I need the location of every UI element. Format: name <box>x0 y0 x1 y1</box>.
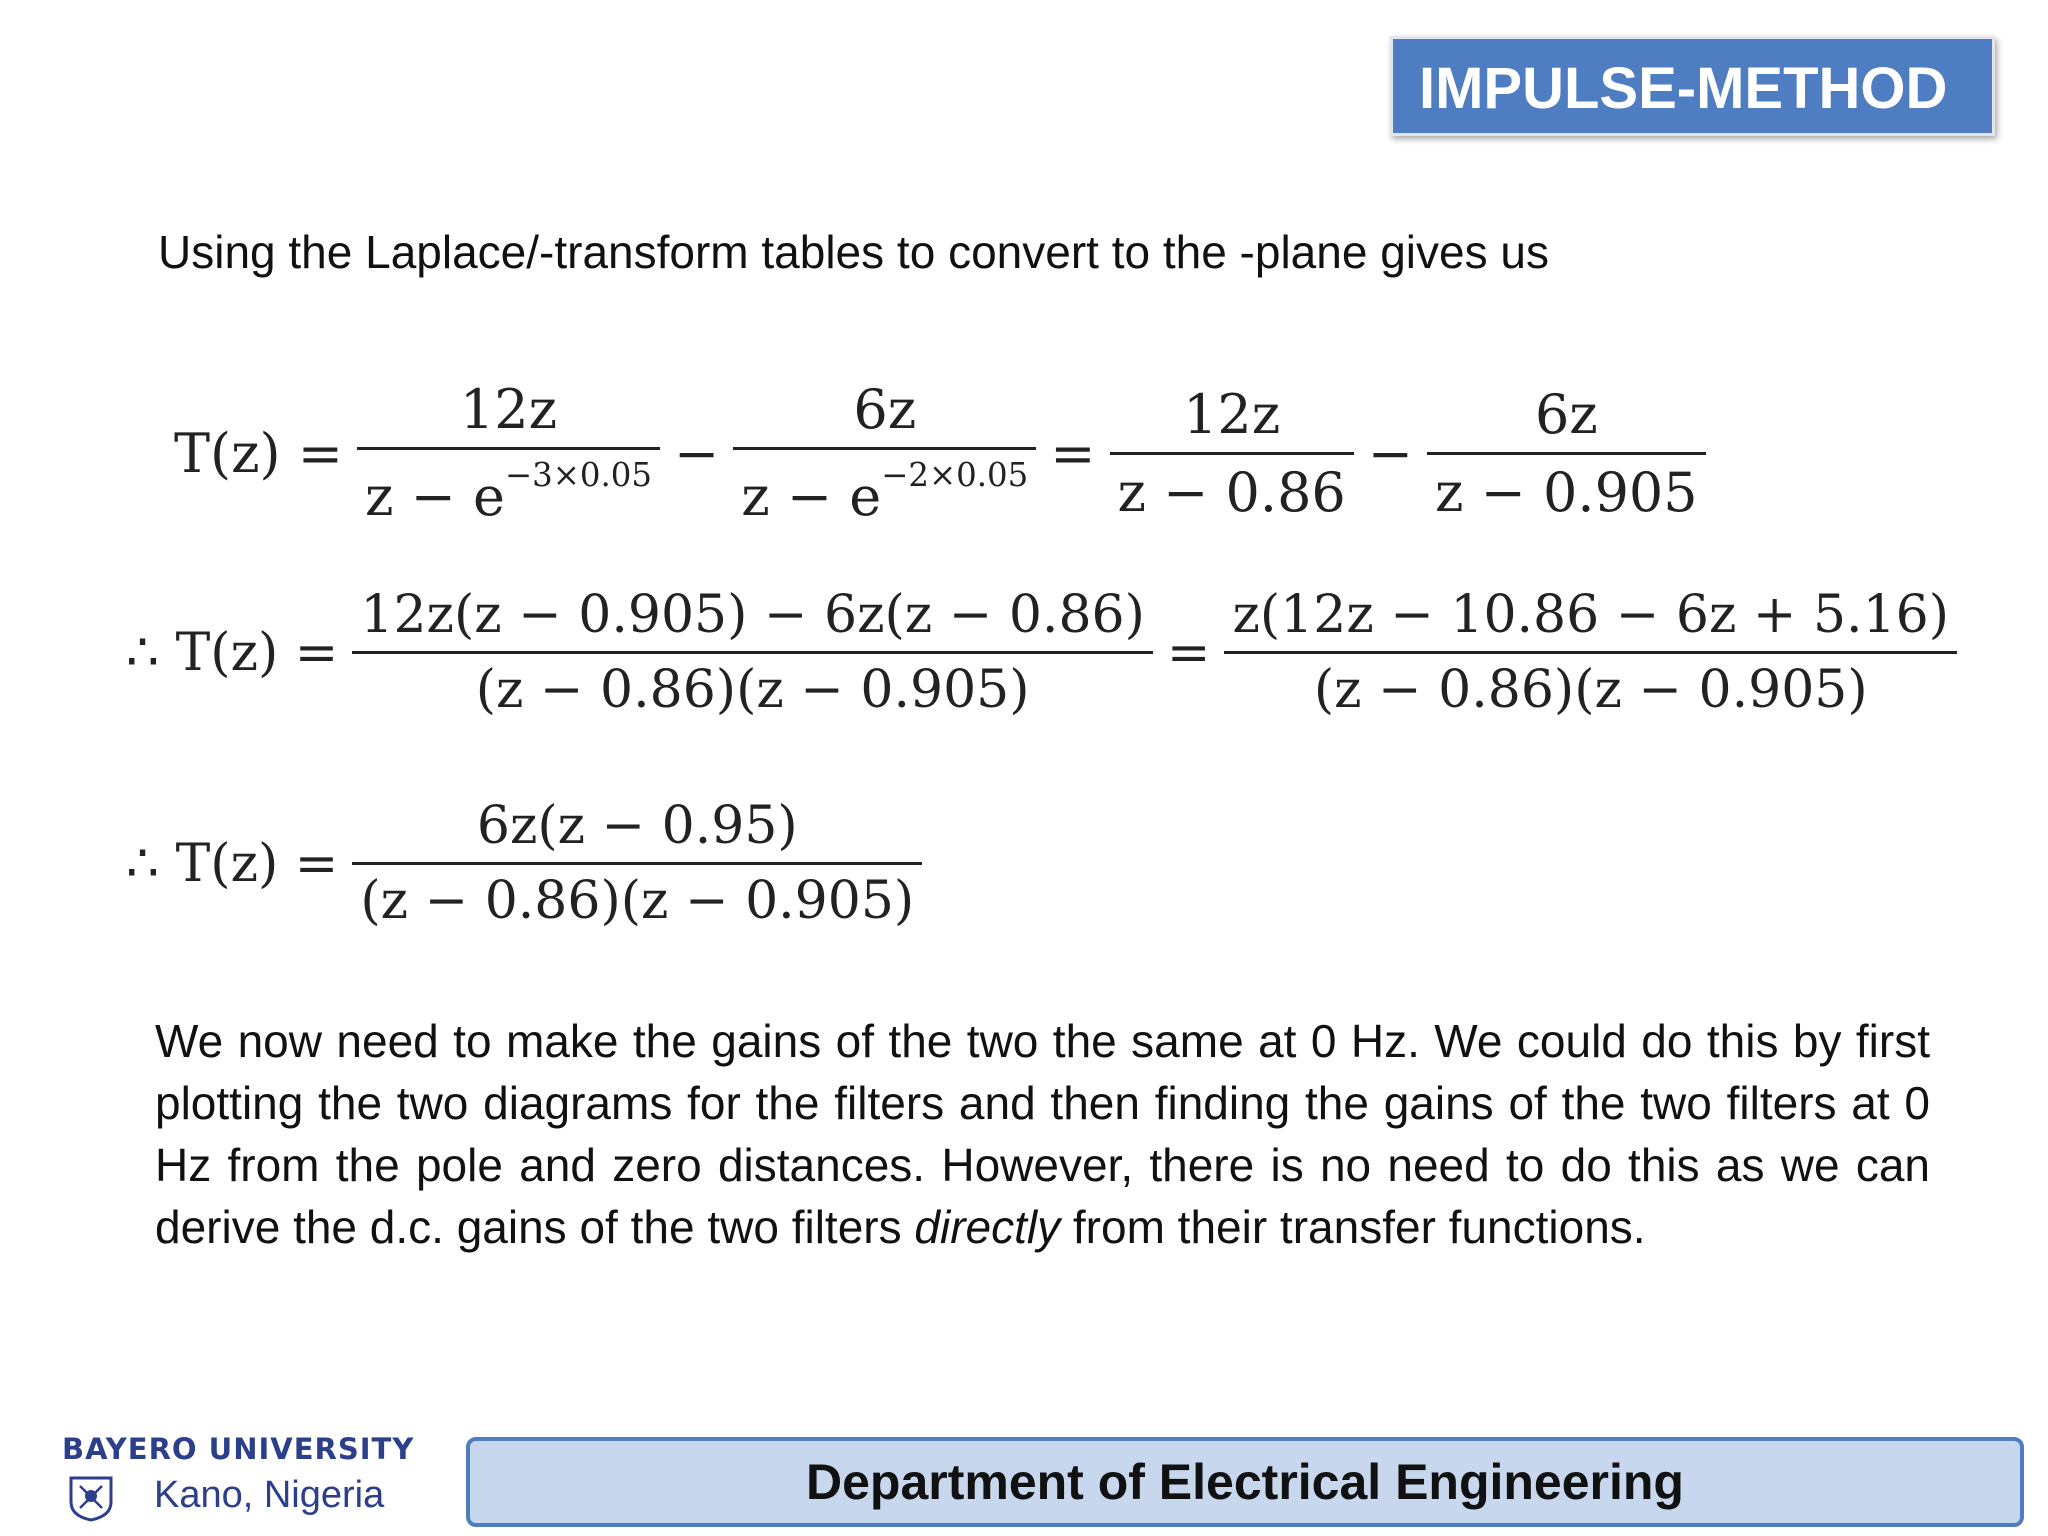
eq1-fraction-1 <box>357 378 660 528</box>
eq2-f2-denominator: (z − 0.86)(z − 0.905) <box>1313 660 1868 720</box>
slide-title: IMPULSE-METHOD <box>1390 36 1995 136</box>
eq1-f2-den-base: z − e <box>741 465 882 529</box>
eq1-lhs: T(z) = <box>174 421 344 485</box>
crest-icon <box>66 1472 116 1522</box>
eq3-lhs: ∴ T(z) = <box>126 833 339 894</box>
eq3-f1-numerator: 6z(z − 0.95) <box>476 796 798 856</box>
fraction-bar <box>1110 452 1354 455</box>
eq1-f3-numerator: 12z <box>1183 382 1281 446</box>
eq1-f2-denominator <box>733 456 1036 528</box>
equation-3 <box>112 796 922 931</box>
equation-1 <box>160 378 1706 528</box>
eq2-lhs: ∴ T(z) = <box>126 622 339 683</box>
eq1-op-1: − <box>674 421 720 485</box>
fraction-bar <box>352 862 922 865</box>
eq1-f1-numerator: 12z <box>459 378 558 441</box>
fraction-bar <box>352 651 1153 654</box>
footer-department: Department of Electrical Engineering <box>466 1437 2024 1527</box>
eq3-f1-denominator: (z − 0.86)(z − 0.905) <box>360 871 915 931</box>
eq1-fraction-3 <box>1110 383 1354 524</box>
eq1-f4-numerator: 6z <box>1534 382 1598 446</box>
eq1-f2-den-exponent: −2×0.05 <box>881 456 1029 494</box>
fraction-bar <box>1427 452 1706 455</box>
university-logo <box>62 1432 462 1522</box>
fraction-bar <box>1224 651 1957 654</box>
eq2-fraction-1 <box>352 585 1153 720</box>
fraction-bar <box>733 447 1036 450</box>
eq2-f1-numerator: 12z(z − 0.905) − 6z(z − 0.86) <box>360 585 1145 645</box>
paragraph-text-1: We now need to make the gains of the two the same at 0 Hz. We could do this by first plotting the two diagrams for the filters and then finding the gains of the two filters at 0 Hz from the pole and zero distances. However, there is no need to do this as we can derive the d.c. gains of the two filters <box>155 1015 1930 1253</box>
eq1-f1-denominator <box>357 456 660 528</box>
paragraph-text-2: from their transfer functions. <box>1060 1201 1646 1253</box>
eq1-f3-denominator: z − 0.86 <box>1117 460 1346 524</box>
eq1-fraction-2 <box>733 378 1036 528</box>
eq1-f1-den-base: z − e <box>365 465 505 529</box>
eq3-fraction-1 <box>352 796 922 931</box>
fraction-bar <box>357 447 660 450</box>
body-paragraph <box>155 1010 1930 1258</box>
eq2-fraction-2 <box>1224 585 1957 720</box>
eq1-f2-numerator: 6z <box>853 378 917 441</box>
logo-location: Kano, Nigeria <box>154 1474 385 1516</box>
intro-text: Using the Laplace/-transform tables to convert to the -plane gives us <box>158 226 1549 278</box>
eq1-fraction-4 <box>1427 383 1706 524</box>
eq2-f1-denominator: (z − 0.86)(z − 0.905) <box>475 660 1030 720</box>
eq1-op-2: = <box>1050 421 1096 485</box>
eq1-op-3: − <box>1367 421 1414 485</box>
equation-2 <box>112 585 1957 720</box>
paragraph-emphasis: directly <box>914 1201 1061 1253</box>
eq2-op-1: = <box>1166 622 1211 683</box>
eq1-f4-denominator: z − 0.905 <box>1435 460 1698 524</box>
eq2-f2-numerator: z(12z − 10.86 − 6z + 5.16) <box>1232 585 1950 645</box>
eq1-f1-den-exponent: −3×0.05 <box>505 456 653 494</box>
logo-university-name: BAYERO UNIVERSITY <box>62 1432 415 1466</box>
